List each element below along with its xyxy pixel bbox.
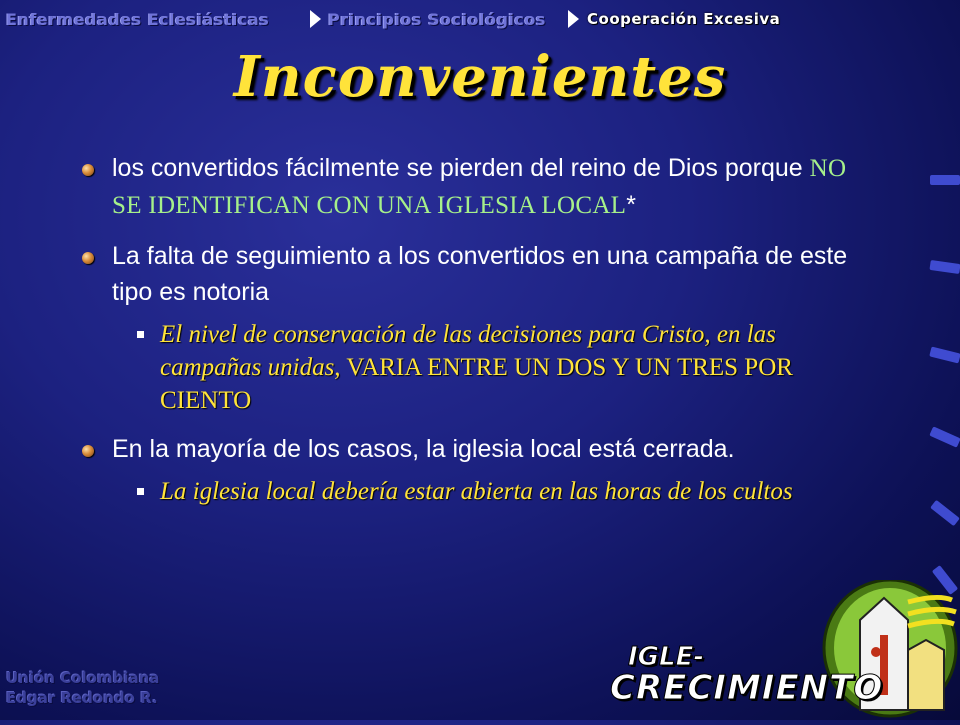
bullet-highlight: NO SE IDENTIFICAN CON UNA IGLESIA LOCAL — [112, 155, 847, 219]
footer-credit — [6, 668, 159, 708]
breadcrumb — [6, 2, 906, 32]
logo-text-crecimiento: CRECIMIENTO — [610, 668, 884, 708]
sub-bullet-item — [80, 475, 870, 508]
decorative-dash — [929, 347, 960, 364]
bullet-dot-icon — [82, 164, 94, 176]
bullet-dot-icon — [82, 445, 94, 457]
breadcrumb-item-principios[interactable]: Principios Sociológicos — [328, 10, 546, 29]
breadcrumb-item-cooperacion[interactable]: Cooperación Excesiva — [587, 10, 781, 28]
sub-bullet-text: VARIA ENTRE UN DOS Y UN TRES POR CIENTO — [160, 354, 793, 414]
footer-line-organization: Unión Colombiana — [6, 669, 160, 687]
decorative-dash — [929, 260, 960, 274]
square-bullet-icon — [137, 331, 144, 338]
bullet-text: En la mayoría de los casos, la iglesia local está cerrada. — [112, 435, 735, 463]
page-title: Inconvenientes — [233, 44, 727, 110]
square-bullet-icon — [137, 488, 144, 495]
footer-line-author: Edgar Redondo R. — [6, 689, 158, 707]
bullet-dot-icon — [82, 252, 94, 264]
bullet-asterisk: * — [626, 191, 636, 219]
chevron-right-icon — [310, 10, 321, 28]
bullet-text: los convertidos fácilmente se pierden del reino de Dios porque — [112, 154, 810, 182]
chevron-right-icon — [568, 10, 579, 28]
bullet-text: La falta de seguimiento a los convertidos en una campaña de este tipo es notoria — [112, 242, 848, 306]
igle-crecimiento-logo — [608, 580, 960, 720]
bullet-item — [80, 238, 870, 310]
bullet-item — [80, 150, 870, 224]
breadcrumb-item-enfermedades[interactable]: Enfermedades Eclesiásticas — [6, 10, 270, 29]
decorative-dash — [929, 426, 960, 447]
sub-bullet-italic-text: El nivel de conservación de las decisiones para Cristo, en las campañas unidas, — [160, 321, 776, 381]
bullet-list — [80, 150, 870, 522]
sub-bullet-italic-text: La iglesia local debería estar abierta en las horas de los cultos — [160, 478, 793, 505]
bullet-item — [80, 431, 870, 467]
decorative-dash — [930, 175, 960, 185]
sub-bullet-item — [80, 318, 870, 417]
logo-text-igle: IGLE- — [628, 642, 705, 672]
decorative-dash — [930, 500, 960, 526]
